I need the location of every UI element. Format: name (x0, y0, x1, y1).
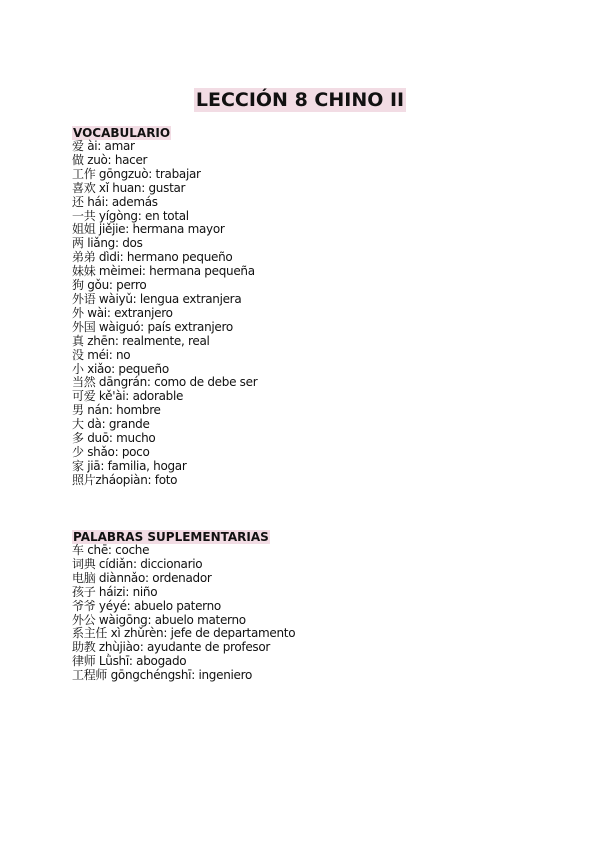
vocabulary-entry: 外国 wàiguó: país extranjero (72, 319, 233, 334)
vocabulary-entry: 两 liǎng: dos (72, 236, 143, 251)
supplementary-entry: 助教 zhùjiào: ayudante de profesor (72, 640, 271, 655)
vocabulary-entry: 做 zuò: hacer (72, 152, 148, 167)
supplementary-heading: PALABRAS SUPLEMENTARIAS (73, 530, 269, 544)
vocabulary-entry: 没 méi: no (72, 347, 131, 362)
vocabulary-entry: 照片zháopiàn: foto (72, 472, 178, 487)
vocabulary-entry: 当然 dāngrán: como de debe ser (72, 375, 258, 390)
vocabulary-entry: 弟弟 dìdi: hermano pequeño (72, 250, 233, 265)
vocabulary-entry: 外 wài: extranjero (72, 305, 173, 320)
vocabulary-entry: 爱 ài: amar (72, 139, 135, 153)
vocabulary-heading: VOCABULARIO (73, 126, 171, 140)
supplementary-section (72, 530, 552, 683)
supplementary-entry: 电脑 diànnǎo: ordenador (72, 570, 212, 585)
vocabulary-entry: 妹妹 mèimei: hermana pequeña (72, 264, 255, 279)
supplementary-entry: 孩子 háizi: niño (72, 584, 158, 599)
supplementary-entry: 词典 cídiǎn: diccionario (72, 556, 203, 571)
supplementary-entry: 外公 wàigōng: abuelo materno (72, 612, 246, 627)
supplementary-entry: 工程师 gōngchéngshī: ingeniero (72, 668, 253, 683)
supplementary-entry: 律师 Lǜshī: abogado (72, 654, 187, 669)
vocabulary-entry: 喜欢 xǐ huan: gustar (72, 180, 186, 195)
vocabulary-entry: 还 hái: además (72, 194, 158, 209)
vocabulary-entry: 多 duō: mucho (72, 431, 156, 446)
vocabulary-entry: 少 shǎo: poco (72, 444, 150, 459)
vocabulary-entry: 外语 wàiyǔ: lengua extranjera (72, 291, 242, 306)
vocabulary-list (72, 140, 552, 488)
vocabulary-entry: 小 xiǎo: pequeño (72, 361, 169, 376)
vocabulary-entry: 真 zhēn: realmente, real (72, 333, 210, 348)
supplementary-list (72, 544, 552, 683)
vocabulary-entry: 姐姐 jiějie: hermana mayor (72, 222, 225, 237)
supplementary-entry: 爷爷 yéyé: abuelo paterno (72, 598, 221, 613)
supplementary-entry: 车 chē: coche (72, 543, 150, 557)
vocabulary-entry: 家 jiā: familia, hogar (72, 458, 187, 473)
vocabulary-entry: 可爱 kě'ài: adorable (72, 389, 184, 404)
page-title (0, 88, 600, 112)
page-title-text: LECCIÓN 8 CHINO II (195, 88, 405, 111)
vocabulary-entry: 一共 yígòng: en total (72, 208, 189, 223)
vocabulary-entry: 男 nán: hombre (72, 403, 161, 418)
vocabulary-entry: 大 dà: grande (72, 417, 150, 432)
supplementary-entry: 系主任 xì zhǔrèn: jefe de departamento (72, 626, 296, 641)
vocabulary-entry: 工作 gōngzuò: trabajar (72, 166, 201, 181)
vocabulary-section (72, 126, 552, 488)
vocabulary-entry: 狗 gǒu: perro (72, 278, 147, 293)
